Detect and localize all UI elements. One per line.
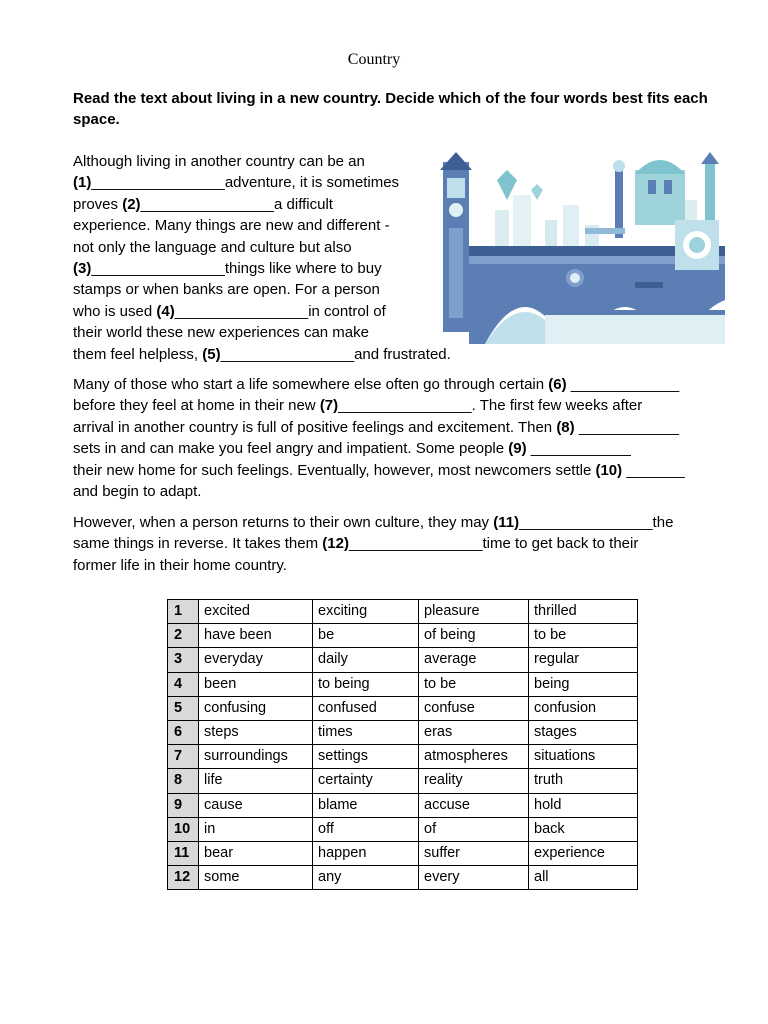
option-d[interactable]: hold bbox=[529, 793, 638, 817]
option-d[interactable]: being bbox=[529, 672, 638, 696]
option-b[interactable]: to being bbox=[313, 672, 419, 696]
option-b[interactable]: be bbox=[313, 624, 419, 648]
table-row bbox=[168, 866, 638, 890]
question-number: 2 bbox=[168, 624, 199, 648]
text-line: experience. Many things are new and different - bbox=[73, 217, 390, 235]
option-a[interactable]: steps bbox=[199, 720, 313, 744]
option-d[interactable]: regular bbox=[529, 648, 638, 672]
gap-blank[interactable]: ________________and frustrated. bbox=[220, 345, 451, 363]
option-a[interactable]: cause bbox=[199, 793, 313, 817]
option-c[interactable]: average bbox=[419, 648, 529, 672]
text-line: former life in their home country. bbox=[73, 556, 287, 574]
instructions: Read the text about living in a new country. Decide which of the four words best fits each space. bbox=[73, 90, 708, 128]
table-row bbox=[168, 648, 638, 672]
text-line: However, when a person returns to their own culture, they may (11)________________the bbox=[73, 514, 674, 531]
option-c[interactable]: every bbox=[419, 866, 529, 890]
gap-blank[interactable]: _______ bbox=[622, 461, 685, 479]
option-c[interactable]: pleasure bbox=[419, 600, 529, 624]
option-a[interactable]: some bbox=[199, 866, 313, 890]
gap-blank[interactable]: ________________adventure, it is sometimes bbox=[91, 174, 400, 192]
table-row bbox=[168, 672, 638, 696]
option-c[interactable]: eras bbox=[419, 720, 529, 744]
option-d[interactable]: confusion bbox=[529, 696, 638, 720]
text-line: same things in reverse. It takes them (12)________________time to get back to their bbox=[73, 535, 639, 553]
option-c[interactable]: accuse bbox=[419, 793, 529, 817]
gap-number: (8) bbox=[556, 418, 575, 436]
question-number: 7 bbox=[168, 745, 199, 769]
table-row bbox=[168, 793, 638, 817]
gap-number: (10) bbox=[595, 461, 623, 479]
gap-number: (9) bbox=[508, 440, 527, 458]
gap-number: (7) bbox=[319, 397, 339, 415]
option-d[interactable]: all bbox=[529, 866, 638, 890]
gap-blank[interactable]: ________________things like where to buy bbox=[91, 260, 382, 278]
table-row bbox=[168, 817, 638, 841]
option-a[interactable]: confusing bbox=[199, 696, 313, 720]
option-b[interactable]: off bbox=[313, 817, 419, 841]
text-line: Although living in another country can be an bbox=[73, 153, 365, 170]
option-d[interactable]: stages bbox=[529, 720, 638, 744]
question-number: 5 bbox=[168, 696, 199, 720]
option-b[interactable]: exciting bbox=[313, 600, 419, 624]
gap-number: (5) bbox=[202, 345, 221, 363]
question-number: 6 bbox=[168, 720, 199, 744]
option-a[interactable]: everyday bbox=[199, 648, 313, 672]
question-number: 3 bbox=[168, 648, 199, 672]
option-d[interactable]: to be bbox=[529, 624, 638, 648]
text-line: Many of those who start a life somewhere else often go through certain (6) _____________ bbox=[73, 376, 680, 393]
option-a[interactable]: bear bbox=[199, 841, 313, 865]
option-c[interactable]: to be bbox=[419, 672, 529, 696]
text-line: sets in and can make you feel angry and impatient. Some people (9) ____________ bbox=[73, 440, 631, 458]
gap-number: (11) bbox=[493, 514, 520, 531]
option-c[interactable]: confuse bbox=[419, 696, 529, 720]
gap-number: (2) bbox=[122, 195, 141, 213]
option-a[interactable]: life bbox=[199, 769, 313, 793]
option-b[interactable]: daily bbox=[313, 648, 419, 672]
table-row bbox=[168, 720, 638, 744]
option-d[interactable]: thrilled bbox=[529, 600, 638, 624]
option-c[interactable]: reality bbox=[419, 769, 529, 793]
gap-number: (3) bbox=[73, 260, 92, 278]
text-line: not only the language and culture but also bbox=[73, 238, 352, 256]
text-line: arrival in another country is full of positive feelings and excitement. Then (8) ____________ bbox=[73, 418, 679, 436]
table-row bbox=[168, 600, 638, 624]
options-table bbox=[167, 599, 638, 890]
option-c[interactable]: suffer bbox=[419, 841, 529, 865]
city-bridge-illustration bbox=[435, 150, 725, 344]
table-row bbox=[168, 841, 638, 865]
option-c[interactable]: of bbox=[419, 817, 529, 841]
option-b[interactable]: times bbox=[313, 720, 419, 744]
option-d[interactable]: back bbox=[529, 817, 638, 841]
gap-blank[interactable]: ________________the bbox=[519, 514, 674, 531]
page-title: Country bbox=[347, 51, 401, 68]
question-number: 11 bbox=[168, 841, 199, 865]
option-c[interactable]: atmospheres bbox=[419, 745, 529, 769]
text-line: their new home for such feelings. Eventually, however, most newcomers settle (10) _______ bbox=[73, 461, 685, 479]
text-line: before they feel at home in their new (7)________________. The first few weeks after bbox=[73, 397, 643, 415]
option-c[interactable]: of being bbox=[419, 624, 529, 648]
question-number: 10 bbox=[168, 817, 199, 841]
option-d[interactable]: truth bbox=[529, 769, 638, 793]
gap-blank[interactable]: ________________in control of bbox=[174, 302, 386, 320]
gap-blank[interactable]: ________________time to get back to their bbox=[348, 535, 639, 553]
text-line: stamps or when banks are open. For a person bbox=[73, 281, 380, 299]
option-a[interactable]: surroundings bbox=[199, 745, 313, 769]
table-row bbox=[168, 624, 638, 648]
option-b[interactable]: certainty bbox=[313, 769, 419, 793]
option-b[interactable]: settings bbox=[313, 745, 419, 769]
gap-blank[interactable]: ________________. The first few weeks after bbox=[338, 397, 643, 415]
gap-number: (1) bbox=[73, 174, 92, 192]
paragraph-3 bbox=[73, 512, 743, 576]
text-line: proves (2)________________a difficult bbox=[73, 195, 333, 213]
question-number: 1 bbox=[168, 600, 199, 624]
option-b[interactable]: blame bbox=[313, 793, 419, 817]
option-b[interactable]: happen bbox=[313, 841, 419, 865]
text-line: who is used (4)________________in control of bbox=[73, 302, 386, 320]
text-line: and begin to adapt. bbox=[73, 483, 202, 501]
option-b[interactable]: confused bbox=[313, 696, 419, 720]
table-row bbox=[168, 745, 638, 769]
gap-blank[interactable]: ________________a difficult bbox=[140, 195, 333, 213]
paragraph-2 bbox=[73, 374, 743, 502]
text-line: their world these new experiences can make bbox=[73, 324, 369, 342]
gap-blank[interactable]: ____________ bbox=[574, 418, 679, 436]
text-line: them feel helpless, (5)________________and frustrated. bbox=[73, 345, 451, 363]
gap-number: (4) bbox=[156, 302, 175, 320]
question-number: 12 bbox=[168, 866, 199, 890]
option-a[interactable]: in bbox=[199, 817, 313, 841]
question-number: 8 bbox=[168, 769, 199, 793]
gap-blank[interactable]: ____________ bbox=[526, 440, 631, 458]
table-row bbox=[168, 696, 638, 720]
question-number: 9 bbox=[168, 793, 199, 817]
option-d[interactable]: experience bbox=[529, 841, 638, 865]
option-a[interactable]: excited bbox=[199, 600, 313, 624]
gap-number: (6) bbox=[548, 376, 567, 393]
table-row bbox=[168, 769, 638, 793]
option-a[interactable]: have been bbox=[199, 624, 313, 648]
question-number: 4 bbox=[168, 672, 199, 696]
option-b[interactable]: any bbox=[313, 866, 419, 890]
option-a[interactable]: been bbox=[199, 672, 313, 696]
gap-blank[interactable]: _____________ bbox=[566, 376, 680, 393]
option-d[interactable]: situations bbox=[529, 745, 638, 769]
gap-number: (12) bbox=[322, 535, 349, 553]
